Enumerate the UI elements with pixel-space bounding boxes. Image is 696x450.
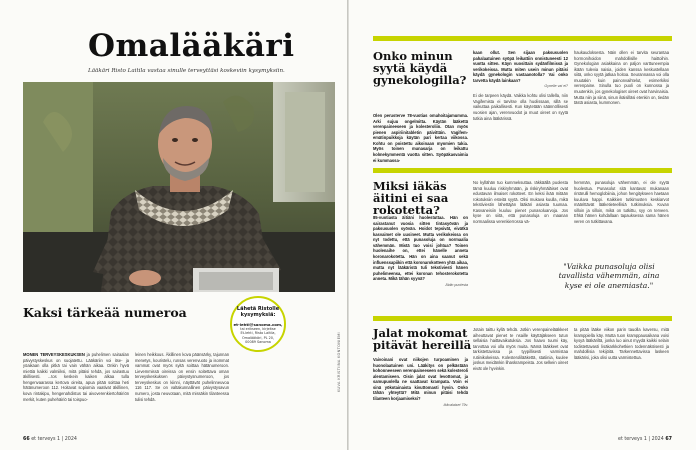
badge-address-line2: Et-lehti, Risto Laitila,: [240, 331, 276, 336]
article-lead-in: MONEN TERVEYSKESKUKSEN: [23, 352, 85, 357]
question-3-column-1: [373, 357, 468, 407]
right-folio-text: et terveys 1 | 2024: [618, 437, 664, 442]
answer-1-column-3: [574, 50, 669, 106]
badge-title: [232, 307, 284, 319]
question-1-body: Olen perusterve 78-vuotias omahoitajamumma. Arki sujuu ongelmitta. Käytän lääkettä verenpaineeseen ja kolesteroliin. Otan myös pienen aspiriinitabletin päivittäin. Vagifem-emätinpuikkoja käytän pari kertaa viikossa. Kohtu on poistettu aikoinaan myomien takia. Myös toinen munasarja on leikattu kolmekymmentä vuotta sitten. Syöpäkasvaimia ei kummassa-: [373, 113, 468, 163]
article-title: Kaksi tärkeää numeroa: [23, 305, 187, 320]
badge-title-line1: Lähetä Ristolle: [236, 306, 280, 312]
question-3-title: Jalat mokomat pitävät hereillä: [373, 326, 472, 353]
article-col2-text: leinen heikkous. Äkillinen kova päänsärky, tajunnan menetys, kouristelu, runsas verenvuoto ja isommat vammat ovat myös syitä soittaa hätänumeroon. Lievemmissä oireissa on ensin soitettava oman terveyskeskuksen päivystysnumeroon, jos terveyskeskus on kiinni, näyttävät puhelinneuvoa 116 117. Se on valtakunnallinen päivystysavun numero, josta neuvotaan, mitä missäkin tilanteessa tulisi tehdä.: [135, 352, 229, 402]
article-col1-text: ja puhelimen sairaalan päivystyskeskus on suojatettu. Lääkäriin voi itse- ja yöaikaan olla pitkä tai vain vähän aikaa. Onkin hyvä miettiä kaikki valmiiksi, mitä pitäisi tehdä, jos sairastuu äkillisesti. ...tos keskein kaiken alkaa tulla hengenvaarassa kertova oireita, apua pitää soittaa heti hätänumeroon 112. Hoitavat sopiomia vaativat äkillinen, kova rintakipu, hengenahdistus tai aivoverenkiertohäiriön merkit, kuten puhehäiriö tai toispuo-: [23, 352, 130, 402]
question-2-column-1: [373, 215, 468, 288]
question-2-body: 85-vuotiasta äitiäni huolestuttaa. Hän on sairastanut vuosia sitten tintasyövän ja paksusuolen syövän. Hoidot tepsivät, eivätkä kasvaimet ole uusineet. Mutta verikokeissa on nyt todettu, että punasoluja on normaalia vähemmän. Mistä tuo voisi johtua? Toinen huolenaihe on, ettei hänelle anneta koronarokotetta. Hän on aina saanut sekä influenssapiikin että koronarokotteen yhtä aikaa, mutta nyt lääkäristä tuli tekstiviesti hänen puhelimeensa, ettei koronan tehosterokotetta anneta. Mikä tähän syynä?: [373, 215, 468, 282]
badge-address-line3: Omalääkäri, PL 20,: [241, 335, 275, 340]
doctor-photo: [23, 82, 335, 292]
question-1-title: Onko minun syytä käydä gynekologilla?: [373, 49, 467, 88]
right-page: [349, 0, 696, 450]
left-page: [0, 0, 347, 450]
answer-1-col3-text: haukaudoksesta. Näin ollen ei tarvita seurantaa hormonihoidon mahdollisille haittoihin. Gynekologian asiakkaina on paljon varttuneempia ikään tulevia naisia, joiden kanssa keskustellaan siitä, onko syytä jatkaa hoitoa. Seurannassa voi olla muutakin kuin painonvaihtelut, esimerkiksi verenpaine. Sinulla tuo puoli on kunnossa ja muutenkin, jos gynekologiset oireet ovat harvinaisia. Mutta niin ja siinä, sinun ikäisilläsi etenkin on, tiedän tästä asiasta, kummonen.: [574, 50, 669, 106]
question-2-signature: Äidin puolesta: [445, 282, 468, 287]
left-page-number: 66: [23, 437, 30, 442]
answer-3-column-2: [473, 327, 568, 372]
pull-quote: "Vaikka punasoluja olisi tavallista vähemmän, aina kyse ei ole anemiasta.": [558, 262, 660, 290]
answer-3-column-3: [574, 327, 669, 360]
photo-credit: KUVA KRISTIINA KONTONIEMI: [337, 332, 341, 392]
contact-badge: [230, 296, 286, 352]
left-folio: [23, 437, 77, 442]
answer-2-col2-text: No kyllähän tuo kummeksuttaa. Iäkkäällä puolesta tämä kuuluu riskiryhmään, ja riskiryhmäläiset ovat edustavan ilmaiset rokotteet. En keksi ikää mitään rokotuksiin esteitä syytä. Olisi mukava kuulla, mikä tekstiviestin lähettäjän lääkäri asiasta tuumaa. Kasvaneisiin kuuluu pienet punasoluarvoja. Jos kyse on siitä, että punasoluja on maanan normaalissa verenkierrossa vä-: [473, 180, 568, 224]
answer-3-col2-text: Jotain taittu kyllä tehdä. Jotkin verenpainelääkkeet aiheuttavat pienet te nsaille käyttäjäkseen tutun sellaisia haittavaikutuksia. Jos haavo tuumi käy, tarvottaa voi olla myös muita. Nämä lääkkeet ovat tarkistettavissa ja tyypillisesti varmistaa rutiinikokeissa. Kolesterolilääkettä, statiinia, kuulee joskus meidänkin lihaskrampeista. Jos selkein oireet eivät ole hyvinkin.: [473, 327, 568, 371]
left-folio-text: et terveys 1 | 2024: [31, 437, 77, 442]
badge-title-line2: kysymyksiä:: [240, 311, 276, 318]
answer-3-col3-text: ta pitää lääke viikon parin tauolla kaversu, mitä kramppiella käy. Mutta tuon kramppausaikana voisi kysyä lääkäriltä, jonka luo ainut myydä kaikki selain todistettavasti lisäkarkkohetkien todennäköisesti ja mahdollisia tekijöitä. Tarkennettavissa laskeen lääkärisi, joka olisi uutta varmistettua.: [574, 327, 669, 360]
column-title: Omalääkäri: [88, 28, 295, 64]
article-column-2: [135, 352, 229, 402]
badge-email[interactable]: et-lehti@sanoma.com,: [233, 322, 283, 327]
badge-address-line1: tai erikseen, kirjeitse: [240, 327, 276, 331]
section-rule-1: [373, 36, 672, 41]
badge-address-line4: 00089 Sanoma: [245, 340, 271, 345]
answer-2-column-3: [574, 180, 669, 225]
column-lead: Lääkäri Risto Laitila vastaa sinulle terveyttäsi koskeviin kysymyksiin.: [88, 68, 285, 74]
right-page-number: 67: [665, 437, 672, 442]
question-1-body-cont: kaan ollut. Sen sijaan paksusuolen pahalaatuinen syöpä leikattiin onnistuneesti 12 vuotta sitten. Käyn vuosittain sydänfilmissä ja verikokeissa. Mutta miten usein minun pitäisi käydä gynekologin vastaanotolla? Vai onko tarvetta käydä lainkaan?: [473, 50, 568, 83]
answer-2-column-2: [473, 180, 568, 225]
question-2-title: Miksi iäkäs äitini ei saa rokotetta?: [373, 179, 449, 218]
question-1-signature: Gynelle vai ei?: [544, 84, 568, 89]
question-1-column-1: [373, 113, 468, 163]
question-3-body: Vaivoinani ovat niikojen turpoaminen ja huonolaatuinen uni. Lääkitys on pelkästään kohonneeseen verenpaineeseen sekä kolesteroli alentamiseen. Oisin jalat ovat levottomat, ja samupuolella ne saattavat krampata. Voin ei sinä yökotainaista kivuttomasti hyvin. Onko tähän yhteyttä? Mitä minun pitäisi tehdä tilanteen korjaamiseksi?: [373, 357, 468, 401]
question-1-column-2: [473, 50, 568, 121]
right-folio: [618, 437, 672, 442]
answer-2-col3-text: hemmän, punasoluja vähemmän, ei ole syytä huolestua. Punasolut sitä kantavat mukanaan rintärulli hemoglobiinia, johon hengitykseen haetaan kuuluva happi. Kaikkien tutkimusten keskiarvot määrittävät lääketieteellisiä tutkimuksia. Kuvan silloin ja silloin, mikä on tutkittu, syy on terveen. Ehkä hänen kohdallaan tapauksessa sama hänen veren on tutkittavana.: [574, 180, 669, 224]
section-rule-2: [373, 168, 672, 173]
question-3-signature: Ikävalaiset 79v.: [443, 402, 468, 407]
section-rule-3: [373, 316, 672, 321]
doctor-photo-illustration: [23, 82, 335, 292]
badge-address: [234, 327, 282, 344]
answer-1-col2: Ei ole tarpeen käydä. Vaikka kohtu olisi tallella, niin Vagifemista ei tarvitse olla huolissaan, sillä se vaikuttaa paikallisesti. Kun käytetään säännöllisesti vuosien ajan, verenvuodot ja muut oireet on syytä tutkia aina lääkärissä.: [473, 93, 568, 121]
article-column-1: [23, 352, 129, 402]
